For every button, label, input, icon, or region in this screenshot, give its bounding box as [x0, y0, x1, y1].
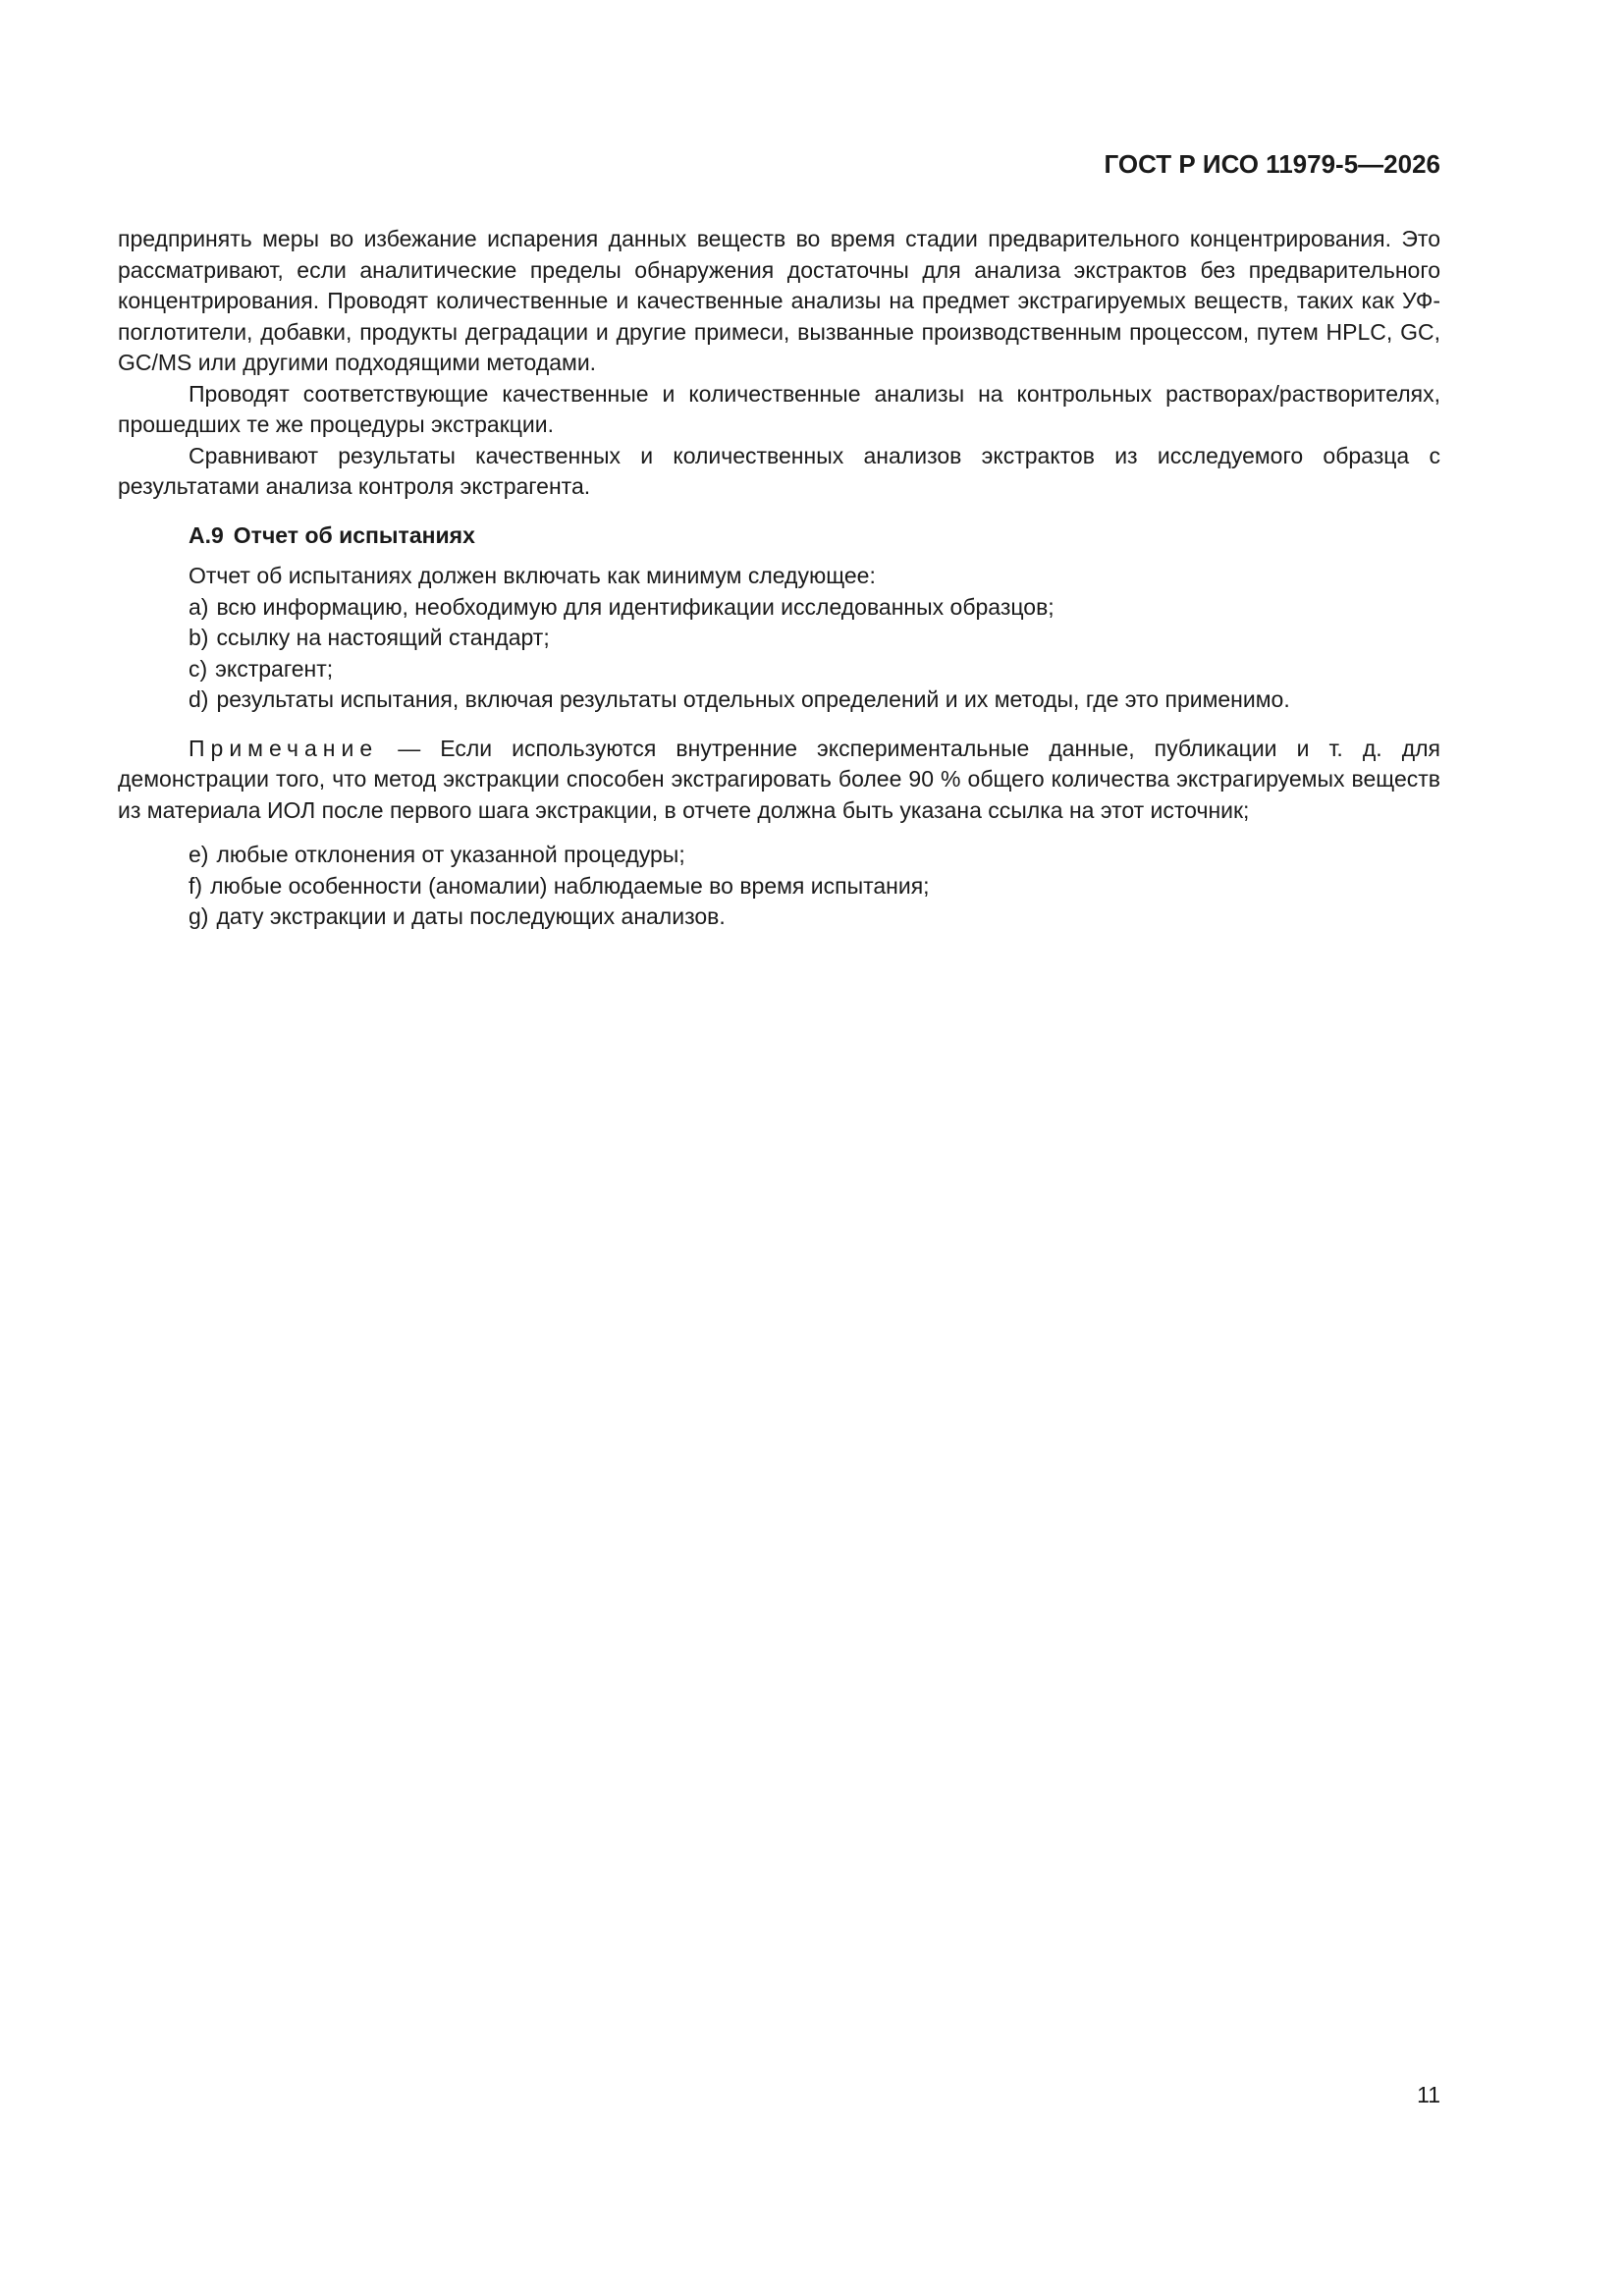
- section-number: А.9: [189, 521, 224, 548]
- list-item-text: дату экстракции и даты последующих анализов.: [216, 903, 726, 929]
- list-marker: g): [189, 903, 209, 929]
- list-item: [189, 902, 1440, 933]
- page-number: 11: [1417, 2082, 1440, 2107]
- section-title: Отчет об испытаниях: [233, 521, 475, 548]
- list-marker: e): [189, 842, 209, 867]
- document-id-header: ГОСТ Р ИСО 11979-5—2026: [1104, 149, 1440, 179]
- paragraph-control-solutions: Проводят соответствующие качественные и количественные анализы на контрольных растворах/растворителях, прошедших те же процедуры экстракции.: [118, 380, 1440, 437]
- list-intro: Отчет об испытаниях должен включать как минимум следующее:: [189, 563, 876, 588]
- report-list-part-1: [118, 592, 1440, 716]
- list-item: [189, 623, 1440, 654]
- paragraph-compare-results: Сравнивают результаты качественных и количественных анализов экстрактов из исследуемого образца с результатами анализа контроля экстрагента.: [118, 442, 1440, 499]
- list-item-text: любые особенности (аномалии) наблюдаемые во время испытания;: [210, 872, 930, 899]
- note: [118, 734, 1440, 827]
- list-marker: a): [189, 593, 209, 620]
- list-item-text: результаты испытания, включая результаты отдельных определений и их методы, где это применимо.: [216, 686, 1290, 712]
- paragraph-preconcentration: предпринять меры во избежание испарения данных веществ во время стадии предварительного концентрирования. Это рассматривают, если аналитические пределы обнаружения достаточны для анализа экстрактов без предварительного концентрирования. Проводят количественные и качественные анализы на предмет экстрагируемых веществ, таких как УФ-поглотители, добавки, продукты деградации и другие примеси, вызванные производственным процессом, путем HPLC, GC, GC/MS или другими подходящими методами.: [118, 226, 1440, 375]
- list-item-text: экстрагент;: [215, 655, 334, 682]
- list-item: [189, 840, 1440, 871]
- list-item: [189, 654, 1440, 685]
- list-marker: f): [189, 872, 203, 899]
- page-content: [118, 224, 1440, 933]
- list-item: [189, 871, 1440, 902]
- list-marker: c): [189, 655, 208, 682]
- list-item-text: ссылку на настоящий стандарт;: [216, 625, 550, 650]
- note-dash: —: [398, 735, 421, 761]
- list-item: [189, 592, 1440, 624]
- list-item-text: всю информацию, необходимую для идентификации исследованных образцов;: [216, 593, 1055, 620]
- report-list-part-2: [118, 840, 1440, 933]
- list-marker: b): [189, 625, 209, 650]
- section-heading: [189, 520, 1440, 552]
- list-item: [189, 684, 1440, 716]
- note-label: Примечание: [189, 735, 379, 761]
- list-item-text: любые отклонения от указанной процедуры;: [216, 842, 685, 867]
- list-marker: d): [189, 686, 209, 712]
- note-text: Если используются внутренние экспериментальные данные, публикации и т. д. для демонстрации того, что метод экстракции способен экстрагировать более 90 % общего количества экстрагируемых веществ из материала ИОЛ после первого шага экстракции, в отчете должна быть указана ссылка на этот источник;: [118, 735, 1441, 823]
